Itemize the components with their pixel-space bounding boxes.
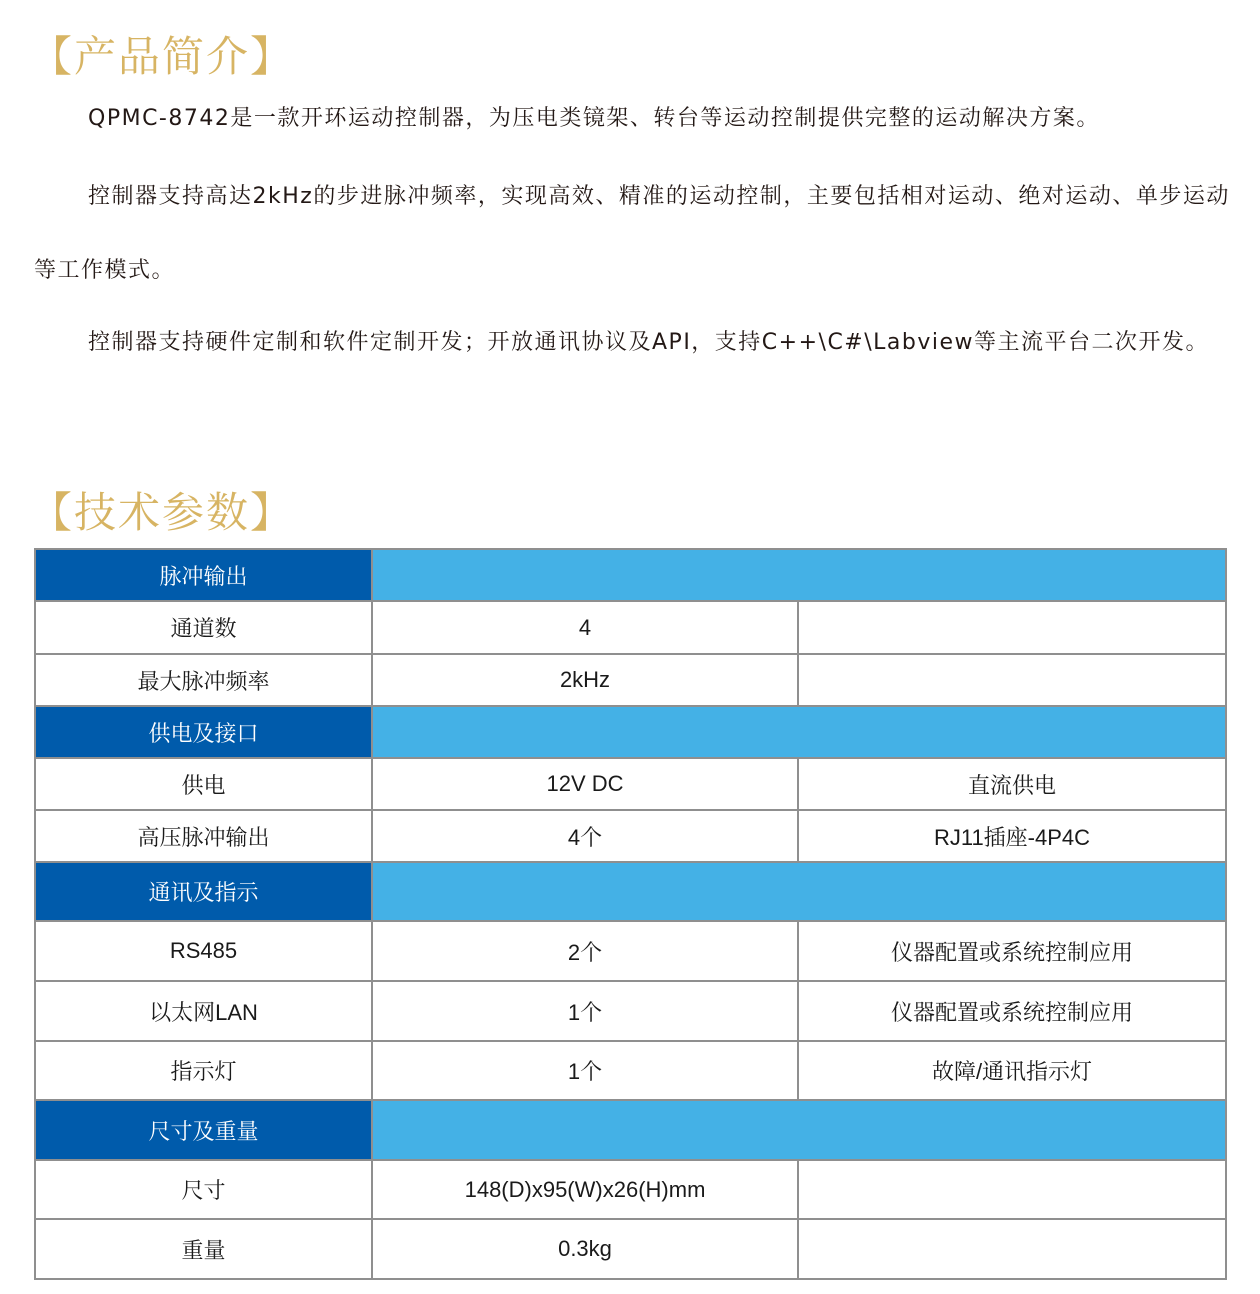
spec-name: 高压脉冲输出 bbox=[35, 810, 372, 862]
spec-note: 仪器配置或系统控制应用 bbox=[798, 921, 1226, 981]
spec-value: 2个 bbox=[372, 921, 798, 981]
table-row bbox=[35, 981, 1226, 1041]
spec-name: 重量 bbox=[35, 1219, 372, 1279]
spec-name: 通道数 bbox=[35, 601, 372, 654]
intro-paragraph-3-text: 控制器支持硬件定制和软件定制开发；开放通讯协议及API，支持C++\C#\Labview等主流平台二次开发。 bbox=[88, 330, 1210, 355]
category-row bbox=[35, 706, 1226, 758]
spec-name: 以太网LAN bbox=[35, 981, 372, 1041]
intro-paragraph-1-text: QPMC-8742是一款开环运动控制器，为压电类镜架、转台等运动控制提供完整的运动解决方案。 bbox=[88, 106, 1100, 131]
intro-section-title: 【产品简介】 bbox=[30, 32, 295, 81]
spec-name: 尺寸 bbox=[35, 1160, 372, 1219]
intro-paragraph-1 bbox=[34, 82, 1244, 156]
spec-note: 仪器配置或系统控制应用 bbox=[798, 981, 1226, 1041]
category-label: 通讯及指示 bbox=[35, 862, 372, 921]
table-row bbox=[35, 1041, 1226, 1100]
spec-value: 12V DC bbox=[372, 758, 798, 810]
spec-value: 4 bbox=[372, 601, 798, 654]
category-row bbox=[35, 1100, 1226, 1160]
category-row bbox=[35, 862, 1226, 921]
specs-table bbox=[34, 548, 1227, 1280]
spec-value: 1个 bbox=[372, 981, 798, 1041]
category-fill bbox=[372, 1100, 1226, 1160]
category-label: 尺寸及重量 bbox=[35, 1100, 372, 1160]
spec-name: 最大脉冲频率 bbox=[35, 654, 372, 706]
category-fill bbox=[372, 549, 1226, 601]
table-row bbox=[35, 1219, 1226, 1279]
category-fill bbox=[372, 862, 1226, 921]
spec-note: 故障/通讯指示灯 bbox=[798, 1041, 1226, 1100]
spec-note bbox=[798, 654, 1226, 706]
table-row bbox=[35, 654, 1226, 706]
spec-note: RJ11插座-4P4C bbox=[798, 810, 1226, 862]
table-row bbox=[35, 1160, 1226, 1219]
spec-value: 1个 bbox=[372, 1041, 798, 1100]
specs-section-title: 【技术参数】 bbox=[30, 488, 295, 537]
intro-paragraph-2 bbox=[34, 160, 1244, 308]
spec-name: RS485 bbox=[35, 921, 372, 981]
spec-note bbox=[798, 601, 1226, 654]
intro-paragraph-2-text: 控制器支持高达2kHz的步进脉冲频率，实现高效、精准的运动控制，主要包括相对运动、绝对运动、单步运动等工作模式。 bbox=[34, 184, 1230, 283]
spec-value: 148(D)x95(W)x26(H)mm bbox=[372, 1160, 798, 1219]
table-row bbox=[35, 758, 1226, 810]
spec-note bbox=[798, 1160, 1226, 1219]
spec-value: 4个 bbox=[372, 810, 798, 862]
category-label: 供电及接口 bbox=[35, 706, 372, 758]
table-row bbox=[35, 601, 1226, 654]
table-row bbox=[35, 810, 1226, 862]
category-row bbox=[35, 549, 1226, 601]
spec-value: 2kHz bbox=[372, 654, 798, 706]
spec-name: 指示灯 bbox=[35, 1041, 372, 1100]
spec-note bbox=[798, 1219, 1226, 1279]
intro-paragraph-3 bbox=[34, 306, 1244, 380]
table-row bbox=[35, 921, 1226, 981]
spec-note: 直流供电 bbox=[798, 758, 1226, 810]
spec-name: 供电 bbox=[35, 758, 372, 810]
category-fill bbox=[372, 706, 1226, 758]
category-label: 脉冲输出 bbox=[35, 549, 372, 601]
spec-value: 0.3kg bbox=[372, 1219, 798, 1279]
